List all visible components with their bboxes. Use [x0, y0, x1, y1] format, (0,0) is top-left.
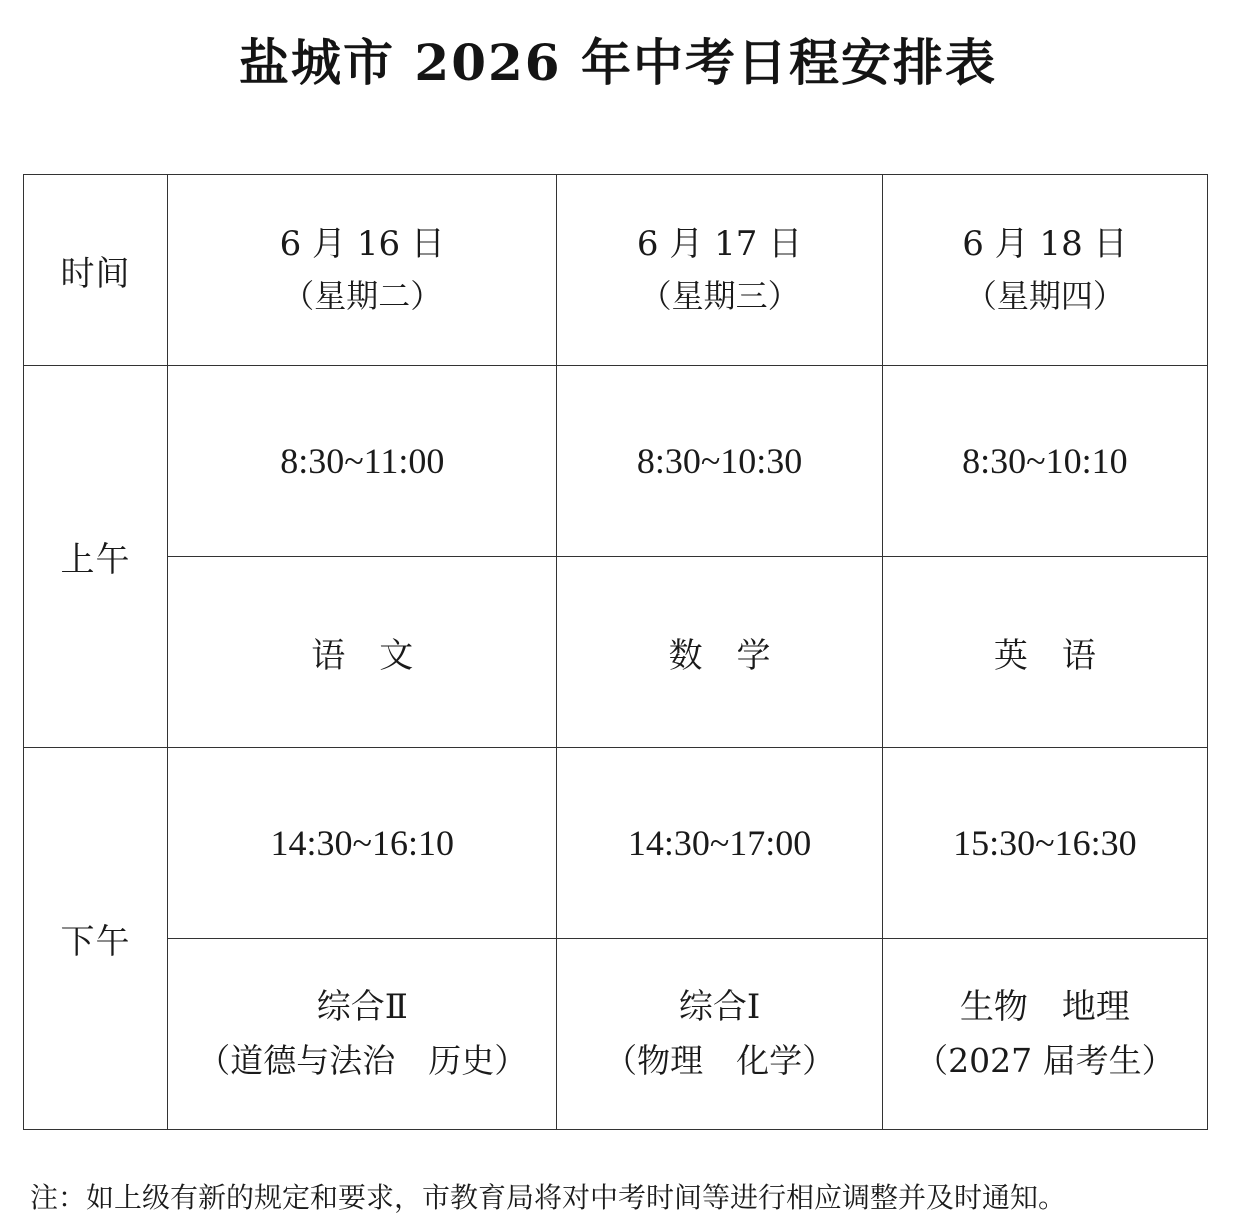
time-range: 14:30~17:00 [627, 823, 812, 863]
day-header-cell [557, 175, 882, 366]
time-cell [557, 748, 882, 939]
day-date: 6 月 18 日 [962, 224, 1128, 264]
table-header-row [24, 175, 1208, 366]
subject-cell [168, 939, 557, 1130]
subject-cell [557, 939, 882, 1130]
time-range: 14:30~16:10 [270, 823, 455, 863]
day-weekday: （星期四） [964, 277, 1125, 315]
time-cell [882, 748, 1207, 939]
subject-name: 语 文 [311, 635, 414, 676]
time-range: 8:30~10:10 [962, 441, 1128, 481]
subject-cell [882, 939, 1207, 1130]
afternoon-subject-row [24, 939, 1208, 1130]
subject-detail: （2027 届考生） [915, 1041, 1175, 1080]
subject-name: 综合Ⅰ [678, 987, 761, 1027]
time-range: 8:30~10:30 [636, 441, 803, 481]
subject-detail: （道德与法治 历史） [197, 1041, 528, 1080]
subject-cell [882, 557, 1207, 748]
subject-name: 生物 地理 [959, 987, 1130, 1027]
subject-name: 数 学 [668, 635, 771, 676]
day-date: 6 月 17 日 [636, 224, 803, 264]
exam-schedule-table [23, 174, 1208, 1130]
day-date: 6 月 16 日 [279, 224, 445, 264]
subject-cell [168, 557, 557, 748]
day-header-cell [882, 175, 1207, 366]
morning-label-cell: 上午 [24, 366, 168, 748]
subject-detail: （物理 化学） [604, 1041, 836, 1080]
morning-subject-row [24, 557, 1208, 748]
morning-time-row [24, 366, 1208, 557]
footnote: 注：如上级有新的规定和要求，市教育局将对中考时间等进行相应调整并及时通知。 [30, 1181, 1067, 1214]
time-range: 8:30~11:00 [280, 441, 445, 481]
page-title: 盐城市 2026 年中考日程安排表 [239, 33, 997, 92]
time-cell [168, 748, 557, 939]
day-weekday: （星期三） [639, 277, 800, 315]
time-cell [882, 366, 1207, 557]
time-cell [168, 366, 557, 557]
day-weekday: （星期二） [282, 277, 443, 315]
afternoon-label-cell: 下午 [24, 748, 168, 1130]
subject-cell [557, 557, 882, 748]
afternoon-time-row [24, 748, 1208, 939]
subject-name: 英 语 [993, 635, 1096, 676]
time-header-cell: 时间 [24, 175, 168, 366]
time-range: 15:30~16:30 [953, 823, 1137, 863]
subject-name: 综合Ⅱ [316, 987, 408, 1027]
time-cell [557, 366, 882, 557]
day-header-cell [168, 175, 557, 366]
